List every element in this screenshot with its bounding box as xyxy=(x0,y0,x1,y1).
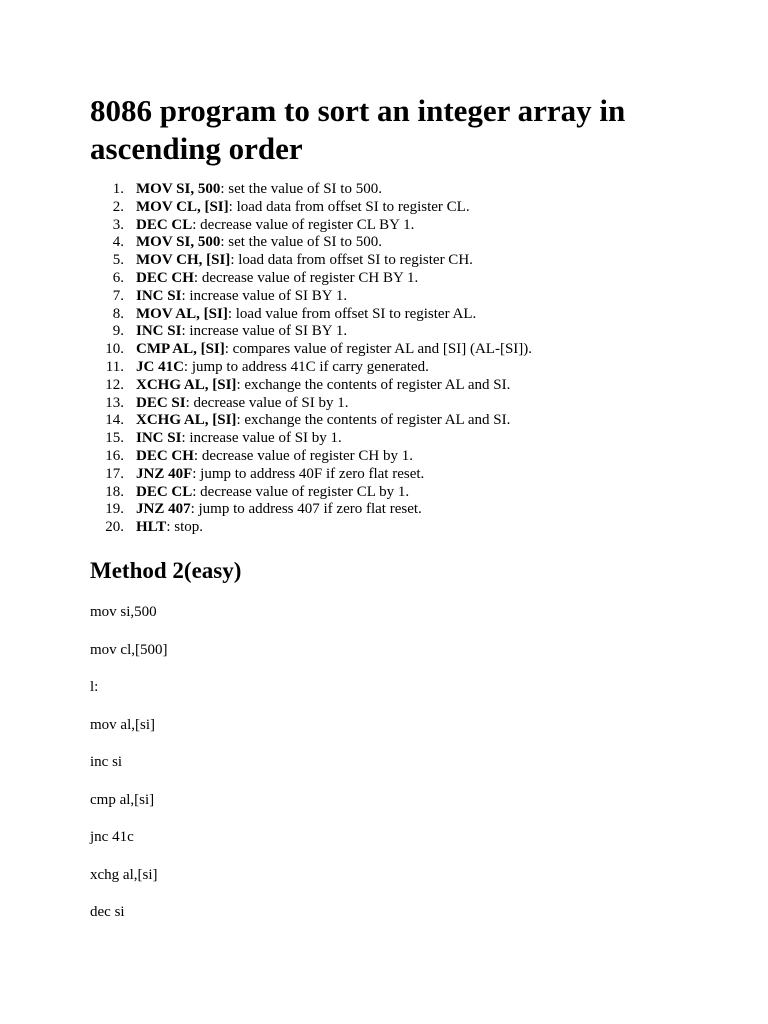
step-number: 6. xyxy=(112,269,124,286)
step-instruction: DEC CH xyxy=(136,447,194,464)
code-line: l: xyxy=(90,679,99,695)
step-number: 19. xyxy=(105,501,124,518)
step-instruction: DEC CL xyxy=(136,216,193,233)
step-description: : set the value of SI to 500. xyxy=(220,181,382,197)
step-description: : stop. xyxy=(166,519,203,536)
list-item xyxy=(90,466,532,484)
step-description: : increase value of SI by 1. xyxy=(181,430,342,447)
step-instruction: MOV SI, 500 xyxy=(136,234,221,251)
step-description: : increase value of SI BY 1. xyxy=(181,323,348,340)
step-description: : decrease value of register CL by 1. xyxy=(192,483,410,500)
list-item xyxy=(90,199,532,217)
list-item xyxy=(90,448,532,466)
step-number: 20. xyxy=(105,519,124,536)
list-item xyxy=(90,323,532,341)
step-number: 10. xyxy=(105,341,124,358)
step-instruction: JNZ 407 xyxy=(136,501,191,518)
step-description: : decrease value of register CH by 1. xyxy=(193,447,414,464)
code-line: mov si,500 xyxy=(90,604,157,620)
instruction-list xyxy=(90,181,532,537)
code-line: mov cl,[500] xyxy=(90,641,168,658)
step-instruction: CMP AL, [SI] xyxy=(136,341,225,358)
step-number: 12. xyxy=(105,376,124,393)
step-instruction: MOV SI, 500 xyxy=(136,181,221,197)
code-line: jnc 41c xyxy=(90,829,134,845)
list-item xyxy=(90,359,532,377)
list-item xyxy=(90,377,532,395)
list-item xyxy=(90,252,532,270)
step-description: : decrease value of register CH BY 1. xyxy=(193,269,419,286)
step-number: 8. xyxy=(112,305,124,322)
step-instruction: MOV CL, [SI] xyxy=(136,198,229,215)
step-number: 1. xyxy=(112,181,124,197)
list-item xyxy=(90,217,532,235)
step-instruction: INC SI xyxy=(136,323,182,340)
method-2-heading: Method 2(easy) xyxy=(90,558,242,583)
list-item xyxy=(90,270,532,288)
step-description: : jump to address 40F if zero flat reset. xyxy=(192,465,425,482)
list-item xyxy=(90,484,532,502)
step-description: : load data from offset SI to register CH. xyxy=(230,252,473,269)
code-line: dec si xyxy=(90,904,125,920)
list-item xyxy=(90,234,532,252)
step-instruction: MOV AL, [SI] xyxy=(136,305,228,322)
step-instruction: JNZ 40F xyxy=(136,465,193,482)
step-instruction: XCHG AL, [SI] xyxy=(136,412,237,429)
code-line: mov al,[si] xyxy=(90,716,155,733)
list-item xyxy=(90,341,532,359)
step-description: : decrease value of register CL BY 1. xyxy=(192,216,415,233)
step-number: 2. xyxy=(112,198,124,215)
step-description: : load value from offset SI to register AL. xyxy=(227,305,477,322)
step-instruction: DEC SI xyxy=(136,394,186,411)
list-item xyxy=(90,181,532,199)
code-line: cmp al,[si] xyxy=(90,791,155,808)
list-item xyxy=(90,430,532,448)
step-instruction: JC 41C xyxy=(136,358,184,375)
step-instruction: DEC CL xyxy=(136,483,193,500)
step-description: : set the value of SI to 500. xyxy=(220,234,382,251)
step-number: 14. xyxy=(105,412,124,429)
step-instruction: DEC CH xyxy=(136,269,194,286)
step-number: 7. xyxy=(112,287,124,304)
step-number: 5. xyxy=(112,252,124,269)
step-number: 16. xyxy=(105,447,124,464)
method-2-code xyxy=(90,602,167,940)
step-instruction: INC SI xyxy=(136,287,182,304)
step-description: : load data from offset SI to register CL. xyxy=(228,198,470,215)
step-number: 15. xyxy=(105,430,124,447)
step-number: 4. xyxy=(112,234,124,251)
list-item xyxy=(90,412,532,430)
list-item xyxy=(90,519,532,537)
step-number: 3. xyxy=(112,216,124,233)
step-number: 9. xyxy=(112,323,124,340)
step-description: : jump to address 41C if carry generated. xyxy=(183,358,429,375)
step-number: 11. xyxy=(105,358,124,375)
code-line: xchg al,[si] xyxy=(90,866,158,883)
list-item xyxy=(90,501,532,519)
step-description: : increase value of SI BY 1. xyxy=(181,287,348,304)
step-description: : decrease value of SI by 1. xyxy=(185,394,349,411)
step-description: : jump to address 407 if zero flat reset. xyxy=(190,501,422,518)
list-item xyxy=(90,395,532,413)
step-instruction: HLT xyxy=(136,519,167,536)
step-description: : exchange the contents of register AL and SI. xyxy=(236,376,511,393)
list-item xyxy=(90,306,532,324)
step-number: 17. xyxy=(105,465,124,482)
step-instruction: INC SI xyxy=(136,430,182,447)
step-description: : exchange the contents of register AL and SI. xyxy=(236,412,511,429)
step-number: 18. xyxy=(105,483,124,500)
step-description: : compares value of register AL and [SI] (AL-[SI]). xyxy=(224,341,533,358)
step-instruction: XCHG AL, [SI] xyxy=(136,376,237,393)
code-line: inc si xyxy=(90,754,123,770)
list-item xyxy=(90,288,532,306)
step-number: 13. xyxy=(105,394,124,411)
step-instruction: MOV CH, [SI] xyxy=(136,252,231,269)
document-title: 8086 program to sort an integer array in ascending order xyxy=(90,93,626,166)
